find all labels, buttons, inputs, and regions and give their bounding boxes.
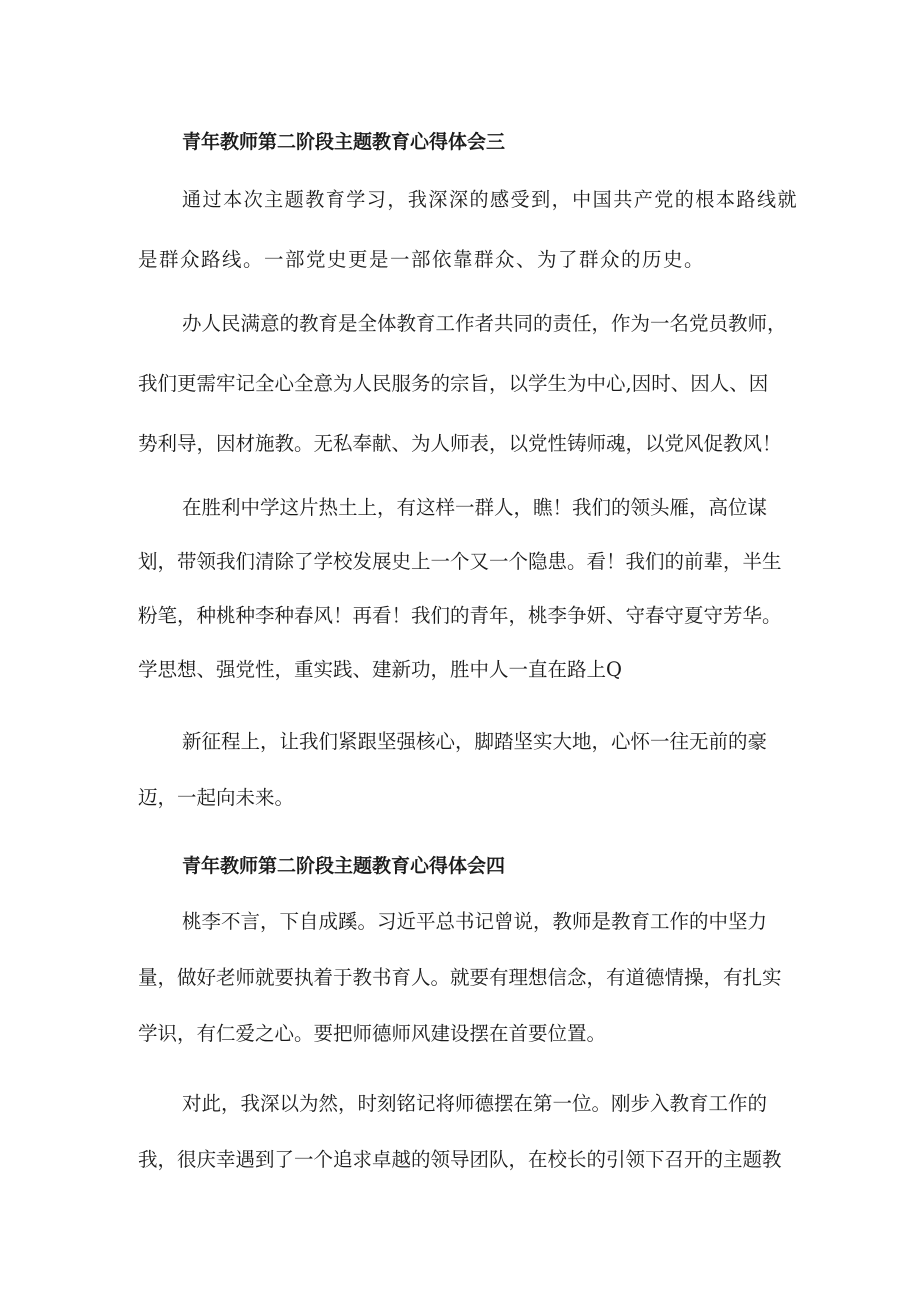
paragraph-line: 我们更需牢记全心全意为人民服务的宗旨，以学生为中心,因时、因人、因 [138,372,769,395]
paragraph-line: 学识，有仁爱之心。要把师德师风建设摆在首要位置。 [138,1022,607,1045]
paragraph-line: 是群众路线。一部党史更是一部依靠群众、为了群众的历史。 [138,248,706,271]
paragraph-line: 在胜利中学这片热土上，有这样一群人，瞧！我们的领头雁，高位谋 [182,496,768,519]
paragraph-line: 办人民满意的教育是全体教育工作者共同的责任，作为一名党员教师， [182,312,787,335]
paragraph-line: 迈，一起向未来。 [138,786,295,809]
paragraph-line: 学思想、强党性，重实践、建新功，胜中人一直在路上Q [138,658,622,681]
paragraph-line: 通过本次主题教育学习，我深深的感受到，中国共产党的根本路线就 [182,188,799,211]
paragraph-line: 新征程上，让我们紧跟坚强核心，脚踏坚实大地，心怀一往无前的豪 [182,730,768,753]
section-3-heading: 青年教师第二阶段主题教育心得体会三 [182,131,506,153]
paragraph-line: 我，很庆幸遇到了一个追求卓越的领导团队，在校长的引领下召开的主题教 [138,1148,782,1171]
section-3-paragraph-2 [138,306,798,462]
section-4-paragraph-1 [138,904,798,1052]
paragraph-line: 划，带领我们清除了学校发展史上一个又一个隐患。看！我们的前辈，半生 [138,550,782,573]
section-4-paragraph-2 [138,1086,798,1178]
paragraph-line: 势利导，因材施教。无私奉献、为人师表，以党性铸师魂，以党风促教风！ [138,432,782,455]
section-3-paragraph-3 [138,490,798,688]
paragraph-line: 桃李不言，下自成蹊。习近平总书记曾说，教师是教育工作的中坚力 [182,910,768,933]
paragraph-line: 对此，我深以为然，时刻铭记将师德摆在第一位。刚步入教育工作的 [182,1092,768,1115]
paragraph-line: 粉笔，种桃种李种春风！再看！我们的青年，桃李争妍、守春守夏守芳华。 [138,604,782,627]
paragraph-line: 量，做好老师就要执着于教书育人。就要有理想信念，有道德情操，有扎实 [138,966,782,989]
section-4-heading: 青年教师第二阶段主题教育心得体会四 [182,855,506,877]
section-3-paragraph-4 [138,724,798,816]
section-3-paragraph-1 [138,182,798,278]
